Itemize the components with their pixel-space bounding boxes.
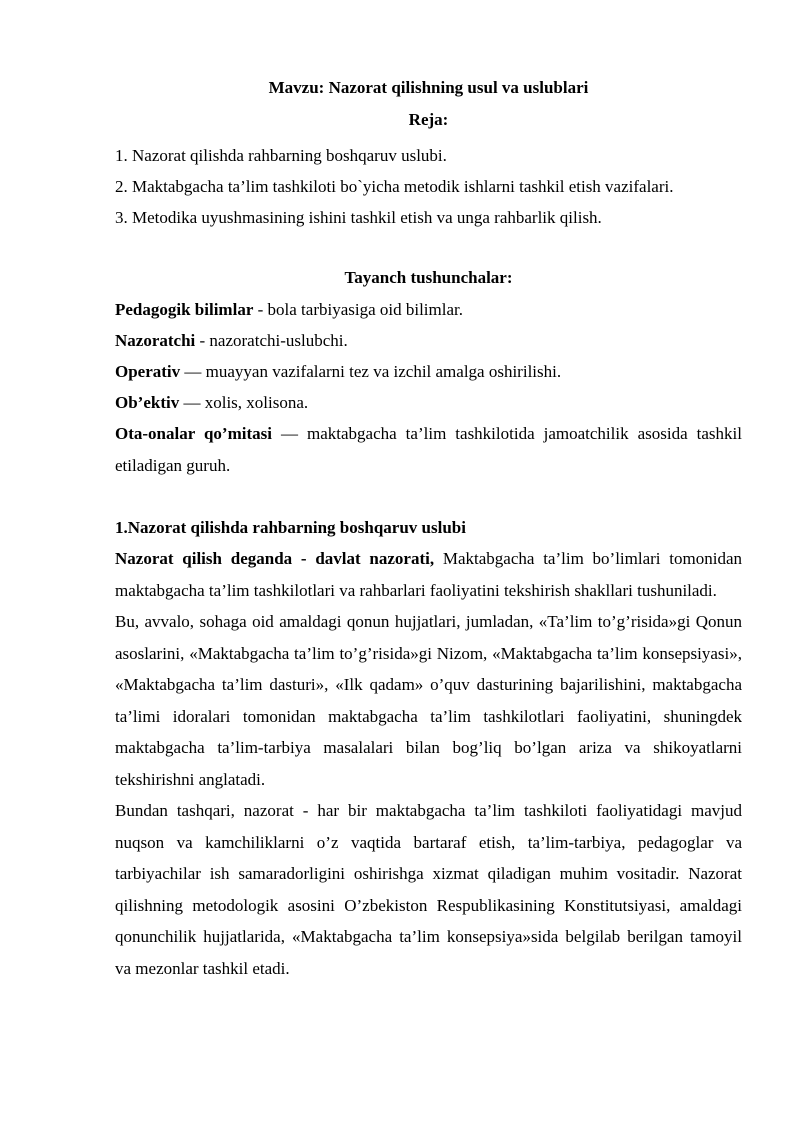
concept-definition: - bola tarbiyasiga oid bilimlar.	[253, 300, 463, 319]
concept-item	[115, 387, 742, 418]
paragraph: Bu, avvalo, sohaga oid amaldagi qonun hujjatlari, jumladan, «Ta’lim to’g’risida»gi Qonun asoslarini, «Maktabgacha ta’lim to’g’risida»gi Nizom, «Maktabgacha ta’lim konsepsiyasi», «Maktabgacha ta’lim dasturi», «Ilk qadam» o’quv dasturining bajarilishini, maktabgacha ta’limi idoralari tomonidan maktabgacha ta’lim tashkilotlari faoliyatini, shuningdek maktabgacha ta’lim-tarbiya masalalari bilan bog’liq bo’lgan ariza va shikoyatlarni tekshirishni anglatadi.	[115, 612, 742, 789]
concept-definition: — maktabgacha ta’lim tashkilotida jamoatchilik asosida tashkil etiladigan guruh.	[115, 424, 742, 475]
plan-item: 1. Nazorat qilishda rahbarning boshqaruv uslubi.	[115, 146, 447, 165]
plan-item: 3. Metodika uyushmasining ishini tashkil etish va unga rahbarlik qilish.	[115, 208, 602, 227]
concept-item	[115, 356, 742, 387]
paragraph-bold-lead: Nazorat qilish deganda - davlat nazorati,	[115, 549, 435, 568]
concept-definition: — xolis, xolisona.	[179, 393, 309, 412]
plan-item: 2. Maktabgacha ta’lim tashkiloti bo`yicha metodik ishlarni tashkil etish vazifalari.	[115, 177, 674, 196]
concept-term: Pedagogik bilimlar	[115, 300, 254, 319]
concept-item	[115, 418, 742, 481]
concept-term: Nazoratchi	[115, 331, 196, 350]
section-heading	[115, 512, 742, 543]
concept-item	[115, 294, 742, 325]
document-page	[115, 74, 742, 984]
section-heading-text: 1.Nazorat qilishda rahbarning boshqaruv uslubi	[115, 518, 466, 537]
plan-heading: Reja:	[408, 110, 449, 129]
spacer	[115, 481, 742, 512]
concept-item	[115, 325, 742, 356]
paragraph: Bundan tashqari, nazorat - har bir maktabgacha ta’lim tashkiloti faoliyatidagi mavjud nuqson va kamchiliklarni o’z vaqtida bartaraf etish, ta’lim-tarbiya, pedagoglar va tarbiyachilar ish samaradorligini oshirishga xizmat qiladigan muhim vositadir. Nazorat qilishning metodologik asosini O’zbekiston Respublikasining Konstitutsiyasi, amaldagi qonunchilik hujjatlarida, «Maktabgacha ta’lim konsepsiya»sida belgilab berilgan tamoyil va mezonlar tashkil etadi.	[115, 801, 742, 978]
spacer	[115, 233, 742, 264]
paragraph	[115, 543, 742, 606]
concept-term: Operativ	[115, 362, 181, 381]
concept-term: Ob’ektiv	[115, 393, 180, 412]
concept-term: Ota-onalar qo’mitasi	[115, 424, 272, 443]
concept-definition: — muayyan vazifalarni tez va izchil amalga oshirilishi.	[180, 362, 562, 381]
document-title: Mavzu: Nazorat qilishning usul va uslublari	[268, 78, 589, 97]
concepts-heading: Tayanch tushunchalar:	[344, 268, 513, 287]
paragraph-text: Maktabgacha ta’lim bo’limlari tomonidan maktabgacha ta’lim tashkilotlari va rahbarlari faoliyatini tekshirish shakllari tushuniladi.	[115, 549, 743, 600]
concept-definition: - nazoratchi-uslubchi.	[195, 331, 348, 350]
